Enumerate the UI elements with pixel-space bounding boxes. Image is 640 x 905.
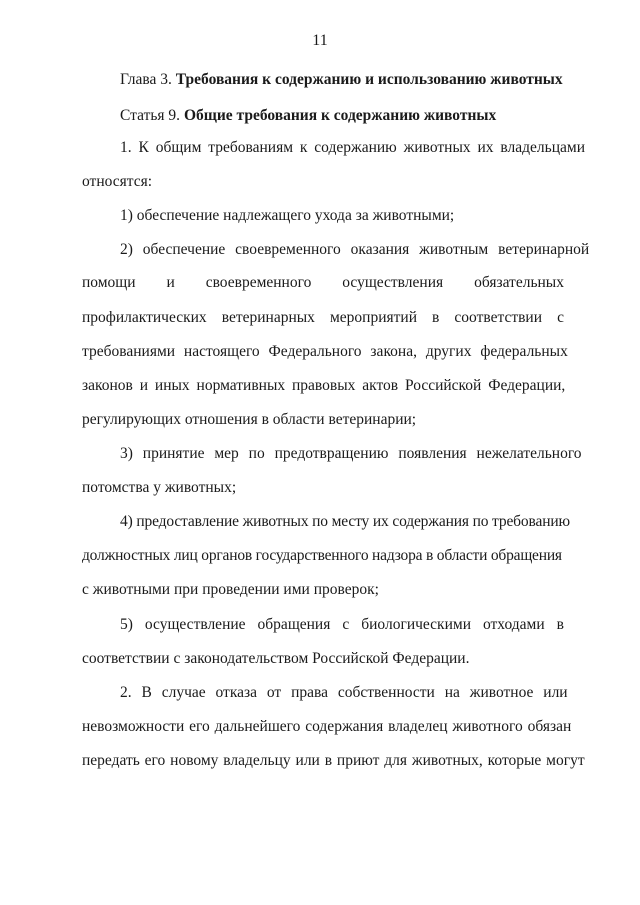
list-item: 3) принятие мер по предотвращению появления нежелательного xyxy=(120,445,582,462)
paragraph-line: соответствии с законодательством Российской Федерации. xyxy=(82,650,470,667)
word: обращения xyxy=(257,616,331,633)
word: и xyxy=(166,274,175,291)
paragraph-line: требованиями настоящего Федерального закона, других федеральных xyxy=(82,343,568,360)
word: своевременного xyxy=(205,274,312,291)
paragraph-line xyxy=(120,138,585,158)
paragraph-line: должностных лиц органов государственного надзора в области обращения xyxy=(82,547,562,564)
word: 5) xyxy=(120,616,133,633)
word: с xyxy=(557,309,564,326)
list-item: 1) обеспечение надлежащего ухода за животными; xyxy=(120,207,455,224)
page-number: 11 xyxy=(312,32,328,49)
justified-line xyxy=(120,615,564,635)
word: ветеринарных xyxy=(221,309,315,326)
list-item: 4) предоставление животных по месту их содержания по требованию xyxy=(120,513,570,530)
word: отходами xyxy=(482,616,545,633)
text-line: 1. К общим требованиям к содержанию животных их владельцами xyxy=(120,139,585,156)
word: соответствии xyxy=(454,309,543,326)
word: мероприятий xyxy=(329,309,417,326)
word: в xyxy=(556,616,564,633)
paragraph-line: передать его новому владельцу или в приют для животных, которые могут xyxy=(82,752,585,769)
article-title: Общие требования к содержанию животных xyxy=(183,107,497,124)
paragraph-line: невозможности его дальнейшего содержания владелец животного обязан xyxy=(82,718,572,735)
word: помощи xyxy=(82,274,136,291)
justified-line xyxy=(82,273,564,293)
article-prefix: Статья 9. xyxy=(120,107,181,124)
paragraph-line: регулирующих отношения в области ветеринарии; xyxy=(82,411,417,428)
article-heading xyxy=(120,106,564,126)
word: осуществления xyxy=(342,274,444,291)
justified-line xyxy=(82,308,564,328)
list-item: 2) обеспечение своевременного оказания животным ветеринарной xyxy=(120,241,590,258)
word: в xyxy=(432,309,440,326)
paragraph-line: потомства у животных; xyxy=(82,479,237,496)
chapter-prefix: Глава 3. xyxy=(120,71,172,88)
chapter-title: Требования к содержанию и использованию животных xyxy=(175,71,563,88)
word: обязательных xyxy=(474,274,564,291)
paragraph-line: относятся: xyxy=(82,173,153,190)
word: с xyxy=(342,616,350,633)
word: биологическими xyxy=(361,616,471,633)
paragraph-line: законов и иных нормативных правовых актов Российской Федерации, xyxy=(82,377,566,394)
word: осуществление xyxy=(144,616,246,633)
paragraph-line: 2. В случае отказа от права собственности на животное или xyxy=(120,684,568,701)
word: профилактических xyxy=(82,309,207,326)
paragraph-line: с животными при проведении ими проверок; xyxy=(82,581,379,598)
chapter-heading xyxy=(120,70,564,90)
